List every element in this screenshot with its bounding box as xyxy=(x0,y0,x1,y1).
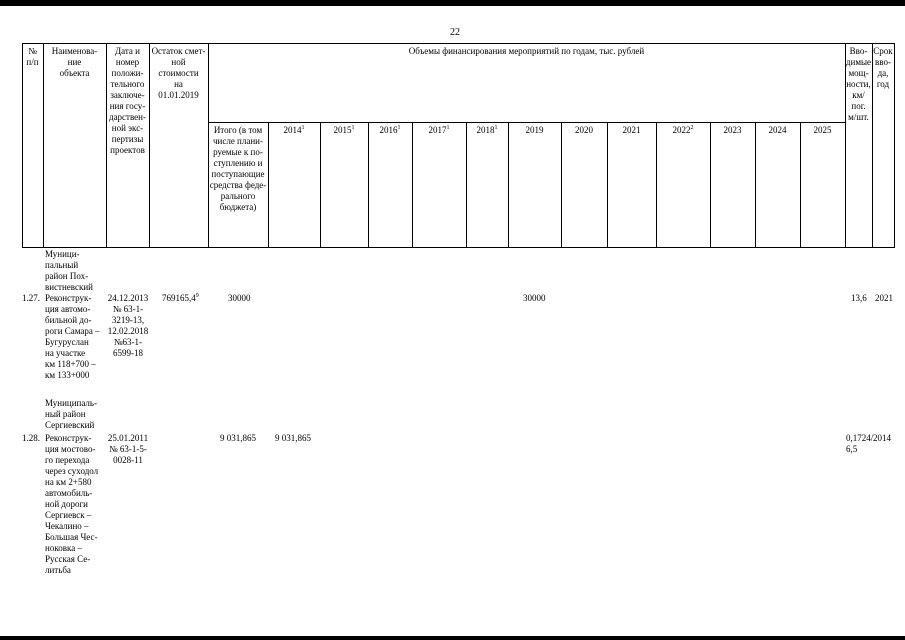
object-name: Реконструк- ция автомо- бильной до- роги Самара – Бугуруслан на участке км 118+700 – км 133+000 xyxy=(45,293,100,380)
year-header: 2022$^2$ xyxy=(672,125,694,135)
bottom-border xyxy=(0,636,905,640)
expertise-date: 25.01.2011 № 63-1-5- 0028-11 xyxy=(107,433,149,465)
year-header: 2024 xyxy=(768,125,787,135)
deadline-value: 2021 xyxy=(875,293,893,303)
header-expertise-date: Дата и номер положи- тельного заключе- ния госу- дарствен- ной экс- пертизы проектов xyxy=(108,46,146,155)
capacity-value: 0,1724/ 6,5 xyxy=(846,433,874,454)
header-capacity: Вво- димые мощ- ности, км/ пог. м/шт. xyxy=(845,46,872,122)
total-value: 9 031,865 xyxy=(220,433,256,443)
year-header: 2025 xyxy=(813,125,832,135)
year-header: 2017$^1$ xyxy=(428,125,450,135)
deadline-value: 2014 xyxy=(873,433,891,443)
header-number: № п/п xyxy=(26,46,39,67)
row-number: 1.28. xyxy=(22,433,40,443)
object-name: Реконструк- ция мостово- го перехода через суходол на км 2+580 автомобиль- ной дороги Сергиевск – Чекалино – Большая Чес- ноковка – Русская Се- литьба xyxy=(45,433,99,575)
header-object-name: Наименова- ние объекта xyxy=(51,46,98,78)
top-border xyxy=(0,0,905,6)
year-header: 2021 xyxy=(622,125,641,135)
header-deadline: Срок вво- да, год xyxy=(873,46,893,89)
district-label: Муници- пальный район Пох- вистневский xyxy=(45,249,94,292)
district-label: Муниципаль- ный район Сергиевский xyxy=(45,398,98,430)
year-header: 2018$^1$ xyxy=(476,125,498,135)
year-2019-value: 30000 xyxy=(523,293,546,303)
year-header: 2014$^1$ xyxy=(283,125,305,135)
header-funding: Объемы финансирования мероприятий по годам, тыс. рублей xyxy=(408,46,645,56)
expertise-date: 24.12.2013 № 63-1- 3219-13, 12.02.2018 №63-1- 6599-18 xyxy=(107,293,149,358)
year-header: 2016$^1$ xyxy=(379,125,401,135)
year-2014-value: 9 031,865 xyxy=(275,433,311,443)
page-number: 22 xyxy=(450,27,460,38)
year-header: 2023 xyxy=(723,125,742,135)
row-number: 1.27. xyxy=(22,293,40,303)
year-header: 2019 xyxy=(525,125,544,135)
total-value: 30000 xyxy=(228,293,251,303)
year-header: 2015$^1$ xyxy=(333,125,355,135)
balance-value: 769165,4$^9$ xyxy=(162,293,199,303)
header-total: Итого (в том числе плани- руемые к по- ступлению и поступающие средства феде- рального бюджета) xyxy=(209,125,267,212)
year-header: 2020 xyxy=(575,125,593,135)
header-balance: Остаток смет- ной стоимости на 01.01.2019 xyxy=(151,46,206,100)
capacity-value: 13,6 xyxy=(851,293,867,303)
